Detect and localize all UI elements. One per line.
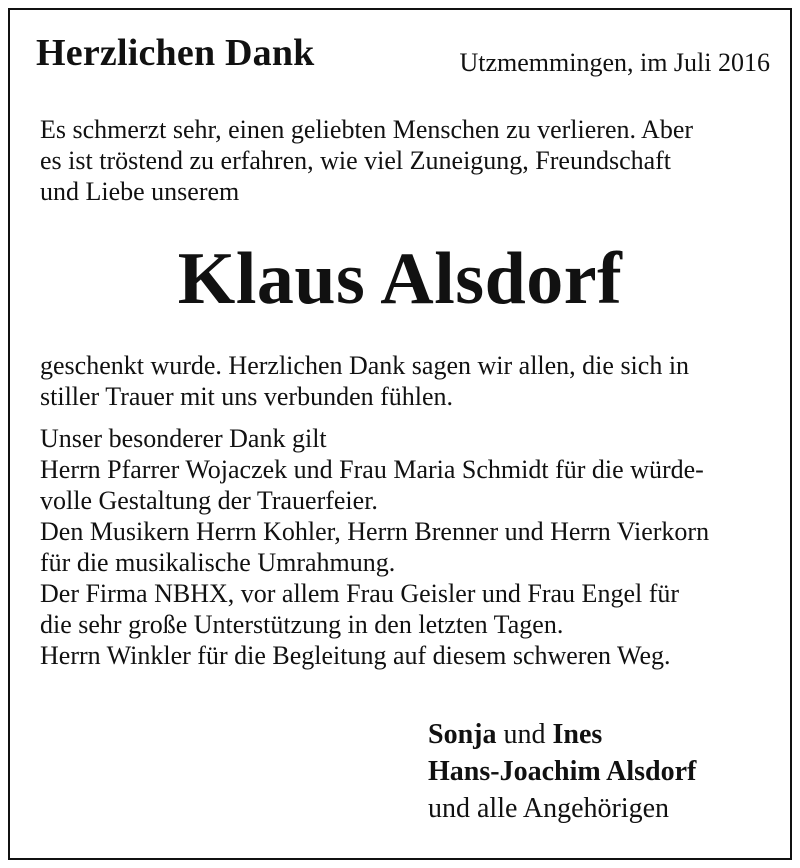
signature-name-sonja: Sonja xyxy=(428,719,497,750)
signature-line-2: Hans-Joachim Alsdorf xyxy=(428,756,697,787)
thanks-line: Der Firma NBHX, vor allem Frau Geisler und Frau Engel für xyxy=(40,579,680,608)
thanks-line: volle Gestaltung der Trauerfeier. xyxy=(40,486,378,515)
thanks-line: Unser besonderer Dank gilt xyxy=(40,424,327,453)
signature-line-1 xyxy=(428,716,696,753)
after-line: geschenkt wurde. Herzlichen Dank sagen wir allen, die sich in xyxy=(40,351,690,380)
intro-line: Es schmerzt sehr, einen geliebten Menschen zu verlieren. Aber xyxy=(40,115,694,144)
thanks-line: Den Musikern Herrn Kohler, Herrn Brenner und Herrn Vierkorn xyxy=(40,517,710,546)
intro-line: es ist tröstend zu erfahren, wie viel Zuneigung, Freundschaft xyxy=(40,146,672,175)
after-paragraph xyxy=(40,350,689,412)
thanks-line: Herrn Pfarrer Wojaczek und Frau Maria Schmidt für die würde- xyxy=(40,455,704,484)
thanks-line: Herrn Winkler für die Begleitung auf diesem schweren Weg. xyxy=(40,641,671,670)
signature-name-ines: Ines xyxy=(552,719,603,750)
signature-block xyxy=(428,716,696,827)
notice-title: Herzlichen Dank xyxy=(36,32,315,74)
thanks-line: die sehr große Unterstützung in den letzten Tagen. xyxy=(40,610,564,639)
signature-line-3: und alle Angehörigen xyxy=(428,793,670,824)
intro-paragraph xyxy=(40,114,693,207)
signature-connector: und xyxy=(496,719,553,750)
after-line: stiller Trauer mit uns verbunden fühlen. xyxy=(40,382,454,411)
thanks-paragraph xyxy=(40,423,709,671)
intro-line: und Liebe unserem xyxy=(40,177,240,206)
deceased-name: Klaus Alsdorf xyxy=(177,238,623,320)
thanks-line: für die musikalische Umrahmung. xyxy=(40,548,396,577)
place-date: Utzmemmingen, im Juli 2016 xyxy=(459,48,770,77)
